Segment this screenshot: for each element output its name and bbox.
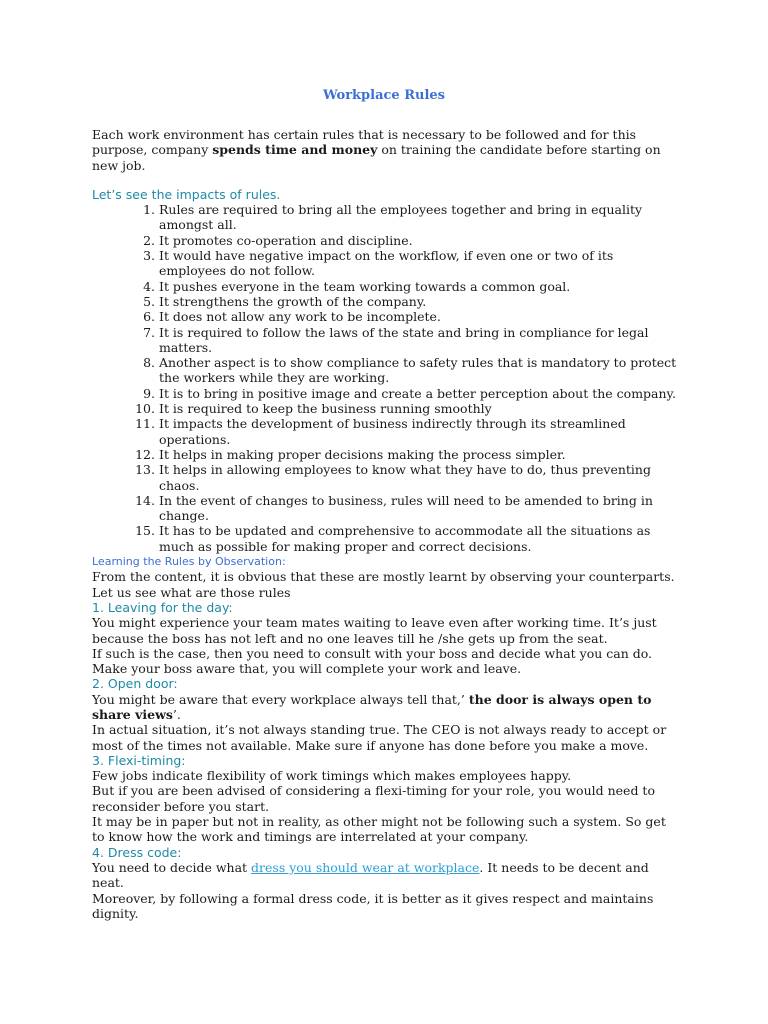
rule-text: It promotes co-operation and discipline. bbox=[159, 232, 413, 248]
rule-item bbox=[135, 462, 680, 493]
rule-text: It impacts the development of business indirectly through its streamlined operations. bbox=[159, 416, 626, 447]
dress-code-paragraph-1 bbox=[92, 860, 680, 891]
rule-item bbox=[135, 446, 680, 462]
section-heading-open-door: 2. Open door: bbox=[92, 676, 178, 692]
rule-item bbox=[143, 202, 680, 233]
leaving-paragraph-1: You might experience your team mates waiting to leave even after working time. It’s just because the boss has not left and no one leaves till he /she gets up from the seat. bbox=[92, 615, 657, 646]
observation-heading: Learning the Rules by Observation: bbox=[92, 555, 286, 569]
rule-item bbox=[135, 523, 680, 554]
rule-number: 3. bbox=[143, 248, 155, 264]
intro-text-end: on training the candidate before starting on new job. bbox=[92, 142, 661, 173]
rule-item bbox=[135, 416, 680, 447]
document-title: Workplace Rules bbox=[322, 88, 445, 103]
rule-number: 13. bbox=[135, 462, 155, 478]
rule-number: 7. bbox=[143, 324, 155, 340]
open-door-paragraph-1 bbox=[92, 692, 680, 723]
rule-item bbox=[135, 401, 680, 417]
rule-number: 10. bbox=[135, 401, 155, 417]
dress-code-text-end: . It needs to be decent and neat. bbox=[92, 859, 649, 891]
rule-number: 15. bbox=[135, 523, 155, 539]
rule-item bbox=[143, 293, 680, 309]
section-heading-dress-code: 4. Dress code: bbox=[92, 844, 182, 860]
dress-code-link[interactable]: dress you should wear at workplace bbox=[251, 859, 480, 875]
rules-list bbox=[92, 202, 680, 554]
section-heading-leaving: 1. Leaving for the day: bbox=[92, 599, 233, 615]
rule-text: It pushes everyone in the team working towards a common goal. bbox=[159, 278, 571, 294]
rule-item bbox=[143, 324, 680, 356]
rule-item bbox=[143, 248, 680, 279]
rule-number: 14. bbox=[135, 492, 155, 508]
rule-number: 5. bbox=[143, 293, 155, 309]
rule-number: 6. bbox=[143, 309, 155, 325]
rule-item bbox=[143, 278, 680, 294]
observation-paragraph: From the content, it is obvious that these are mostly learnt by observing your counterparts. bbox=[92, 569, 675, 585]
dress-code-paragraph-2: Moreover, by following a formal dress code, it is better as it gives respect and maintains dignity. bbox=[92, 890, 654, 921]
rule-item bbox=[135, 492, 680, 524]
open-door-text-end: ’. bbox=[172, 706, 181, 722]
rule-text: Rules are required to bring all the employees together and bring in equality amongst all. bbox=[159, 202, 643, 233]
rule-number: 4. bbox=[143, 278, 155, 294]
open-door-text: You might be aware that every workplace always tell that,’ bbox=[92, 691, 469, 707]
open-door-emphasis: the door is always open to share views bbox=[92, 691, 652, 722]
flexi-paragraph-1: Few jobs indicate flexibility of work timings which makes employees happy. bbox=[92, 768, 572, 784]
flexi-paragraph-3: It may be in paper but not in reality, as other might not be following such a system. So get to know how the work and timings are interrelated at your company. bbox=[92, 814, 666, 845]
rule-number: 9. bbox=[143, 385, 155, 401]
rule-text: In the event of changes to business, rules will need to be amended to bring in change. bbox=[159, 492, 653, 524]
rule-text: It helps in making proper decisions making the process simpler. bbox=[159, 446, 566, 462]
intro-text: Each work environment has certain rules that is necessary to be followed and for this purpose, company bbox=[92, 127, 637, 158]
flexi-paragraph-2: But if you are been advised of considering a flexi-timing for your role, you would need to reconsider before you start. bbox=[92, 783, 655, 814]
impacts-heading: Let’s see the impacts of rules. bbox=[92, 186, 281, 202]
rule-item bbox=[143, 309, 680, 325]
rule-number: 1. bbox=[143, 202, 155, 218]
rule-number: 8. bbox=[143, 355, 155, 371]
leaving-paragraph-2: If such is the case, then you need to consult with your boss and decide what you can do. Make your boss aware that, you will complete your work and leave. bbox=[92, 645, 653, 677]
intro-paragraph bbox=[92, 127, 680, 173]
rule-text: It is required to follow the laws of the state and bring in compliance for legal matters. bbox=[159, 324, 649, 355]
document-body bbox=[92, 127, 680, 921]
observation-paragraph-2: Let us see what are those rules bbox=[92, 584, 291, 600]
rule-item bbox=[143, 355, 680, 386]
intro-emphasis: spends time and money bbox=[212, 142, 378, 158]
rule-item bbox=[143, 232, 680, 248]
rule-text: It would have negative impact on the workflow, if even one or two of its employees do not follow. bbox=[159, 248, 614, 279]
rule-text: Another aspect is to show compliance to safety rules that is mandatory to protect the workers while they are working. bbox=[159, 355, 677, 386]
rule-number: 2. bbox=[143, 232, 155, 248]
dress-code-text: You need to decide what bbox=[92, 859, 252, 875]
open-door-paragraph-2: In actual situation, it’s not always standing true. The CEO is not always ready to accept or most of the times not available. Make sure if anyone has done before you make a move. bbox=[92, 722, 667, 753]
rule-text: It is required to keep the business running smoothly bbox=[159, 401, 492, 417]
rule-text: It strengthens the growth of the company. bbox=[159, 293, 427, 309]
section-heading-flexi-timing: 3. Flexi-timing: bbox=[92, 752, 186, 768]
rule-number: 11. bbox=[135, 416, 155, 432]
rule-text: It is to bring in positive image and create a better perception about the company. bbox=[159, 385, 676, 401]
rule-text: It helps in allowing employees to know what they have to do, thus preventing chaos. bbox=[159, 462, 651, 493]
rule-text: It does not allow any work to be incomplete. bbox=[159, 309, 441, 325]
rule-item bbox=[143, 385, 680, 401]
rule-text: It has to be updated and comprehensive to accommodate all the situations as much as possible for making proper and correct decisions. bbox=[159, 523, 651, 554]
rule-number: 12. bbox=[135, 446, 155, 462]
